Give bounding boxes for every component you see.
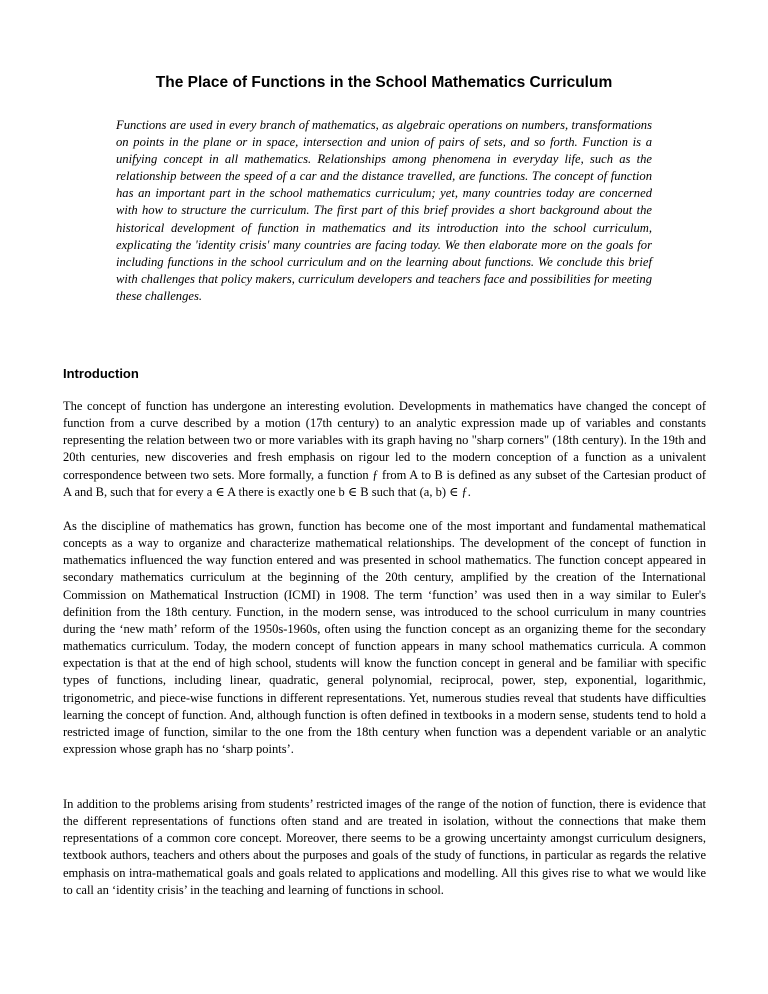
body-paragraph: The concept of function has undergone an interesting evolution. Developments in mathematics have changed the concept of function from a curve described by a motion (17th century) to an analytic expression made up of variables and constants representing the relation between two or more variables with its graph having no "sharp corners" (18th century). In the 19th and 20th centuries, new discoveries and fresh emphasis on rigour led to the modern conception of a function as a univalent correspondence between two sets. More formally, a function ƒ from A to B is defined as any subset of the Cartesian product of A and B, such that for every a ∈ A there is exactly one b ∈ B such that (a, b) ∈ ƒ. xyxy=(63,399,706,499)
abstract-paragraph: Functions are used in every branch of mathematics, as algebraic operations on numbers, transformations on points in the plane or in space, intersection and union of pairs of sets, and so forth. Function is a unifying concept in all mathematics. Relationships among phenomena in everyday life, such as the relationship between the speed of a car and the distance travelled, are functions. The concept of function has an important part in the school mathematics curriculum; yet, many countries today are concerned with how to structure the curriculum. The first part of this brief provides a short background about the historical development of function in mathematics and its introduction into the school curriculum, explicating the 'identity crisis' many countries are facing today. We then elaborate more on the goals for including functions in the school curriculum and on the learning about functions. We conclude this brief with challenges that policy makers, curriculum developers and teachers face and possibilities for meeting these challenges. xyxy=(116,118,652,303)
body-paragraph: In addition to the problems arising from students’ restricted images of the range of the notion of function, there is evidence that the different representations of functions often stand and are treated in isolation, without the connections that make them representations of a common core concept. Moreover, there seems to be a growing uncertainty amongst curriculum designers, textbook authors, teachers and others about the purposes and goals of the study of functions, in particular as regards the relative emphasis on intra-mathematical goals and goals related to applications and modelling. All this gives rise to what we would like to call an ‘identity crisis’ in the teaching and learning of functions in school. xyxy=(63,797,706,897)
section-heading-introduction: Introduction xyxy=(63,366,139,381)
document-title: The Place of Functions in the School Mathematics Curriculum xyxy=(155,74,613,91)
body-paragraph: As the discipline of mathematics has grown, function has become one of the most important and fundamental mathematical concepts as a way to organize and characterize mathematical relationships. The development of the concept of function in mathematics influenced the way function entered and was presented in school mathematics. The function concept appeared in secondary mathematics curriculum at the beginning of the 20th century, amplified by the creation of the International Commission on Mathematical Instruction (ICMI) in 1908. The term ‘function’ was used then in a way similar to Euler's definition from the 18th century. Function, in the modern sense, was introduced to the school curriculum in many countries during the ‘new math’ reform of the 1950s-1960s, often using the function concept as an organizing theme for the secondary mathematics curriculum. Today, the modern concept of function appears in many school mathematics curricula. A common expectation is that at the end of high school, students will know the function concept in general and be familiar with specific types of functions, including linear, quadratic, general polynomial, reciprocal, power, step, exponential, logarithmic, trigonometric, and piece-wise functions in different representations. Yet, numerous studies reveal that students have difficulties learning the concept of function. And, although function is often defined in textbooks in a modern sense, students tend to hold a restricted image of function, similar to the one from the 18th century when function was a dependent variable or an analytic expression whose graph has no ‘sharp points’. xyxy=(63,519,706,757)
